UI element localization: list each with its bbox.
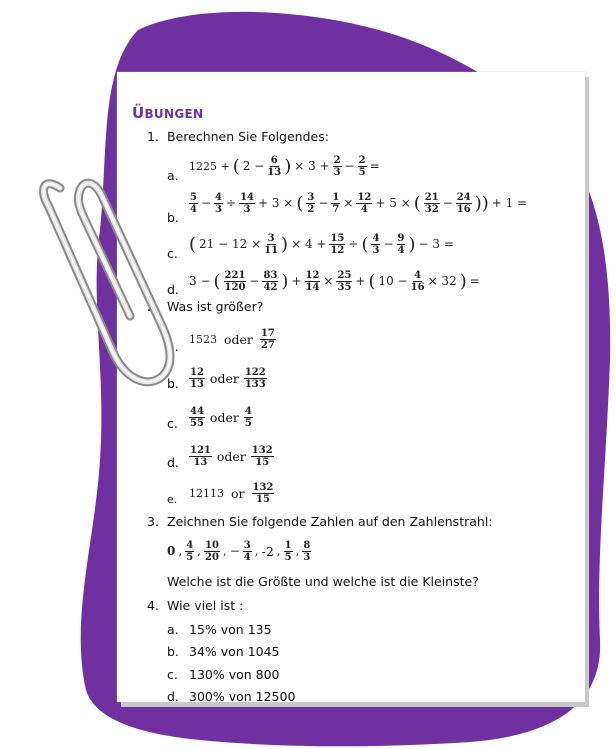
q2d-label: d. (167, 455, 179, 470)
q1c-label: c. (167, 246, 178, 261)
q1c-expression: ( 21 − 12 × $\frac{3}{11}$ ) × 4 + $\frac{15}{12}$ ÷ ( 4 3 − $\frac{9}{4}$ ) − 3 = (189, 232, 454, 256)
q1b-expression: 5 4 − $\frac{4}{3}$ ÷ $\frac{14}{3}$ + 3 × ( 3 2 − $\frac{1}{7}$ × $\frac{12}{4}$ + 5 × ( 21 32 − $\frac{24}{16}$ )) + 1 = (190, 191, 528, 215)
q2d-comparison: 121 13 oder 132 15 (190, 444, 273, 468)
q1a-expression: 1225 + ( 2 − $\frac{6}{13}$ ) × 3 + $\frac{2}{3}$ − $\frac{2}{5}$ = (189, 154, 380, 178)
q3-question: Welche ist die Größte und welche ist die Kleinste? (167, 574, 479, 589)
q2b-comparison: 12 13 oder 122 133 (190, 366, 266, 390)
q2a-label: a. (167, 339, 179, 354)
page-title: ÜBUNGEN (132, 104, 204, 122)
q2-number: 2. (147, 299, 159, 314)
q4-number: 4. (147, 598, 159, 613)
q4a-label: a. (167, 622, 179, 637)
q1-number: 1. (147, 129, 159, 144)
q1a-label: a. (167, 168, 179, 183)
q4d-text: 300% von 12500 (189, 689, 296, 704)
q4d-label: d. (167, 689, 179, 704)
q1d-expression: 3 − ( 221 120 − $\frac{83}{42}$ ) + $\frac{12}{14}$ × $\frac{25}{35}$ + ( 10 − $\frac{4}{16}$ × 32 ) = (189, 269, 480, 293)
q1b-label: b. (167, 210, 179, 225)
q2c-comparison: 44 55 oder 4 5 (190, 405, 252, 429)
q2e-comparison: 12113 or 132 15 (189, 481, 274, 505)
q3-text: Zeichnen Sie folgende Zahlen auf den Zahlenstrahl: (167, 514, 493, 529)
q1-text: Berechnen Sie Folgendes: (167, 129, 329, 144)
q3-number-list: 0 , 4 5 , 10 20 , − $\frac{3}{4}$ , -2 , 1 5 , 8 3 (167, 539, 311, 563)
q2e-label: e. (167, 493, 178, 506)
q2a-comparison: 1523 oder 17 27 (189, 327, 275, 351)
q3-number: 3. (147, 514, 159, 529)
q4b-label: b. (167, 644, 179, 659)
q1d-label: d. (167, 282, 179, 297)
q2c-label: c. (167, 416, 178, 431)
q2b-label: b. (167, 376, 179, 391)
q2-text: Was ist größer? (167, 299, 264, 314)
q4a-text: 15% von 135 (189, 622, 272, 637)
q4c-label: c. (167, 667, 178, 682)
q4c-text: 130% von 800 (189, 667, 280, 682)
q4-text: Wie viel ist : (167, 598, 244, 613)
q4b-text: 34% von 1045 (189, 644, 280, 659)
